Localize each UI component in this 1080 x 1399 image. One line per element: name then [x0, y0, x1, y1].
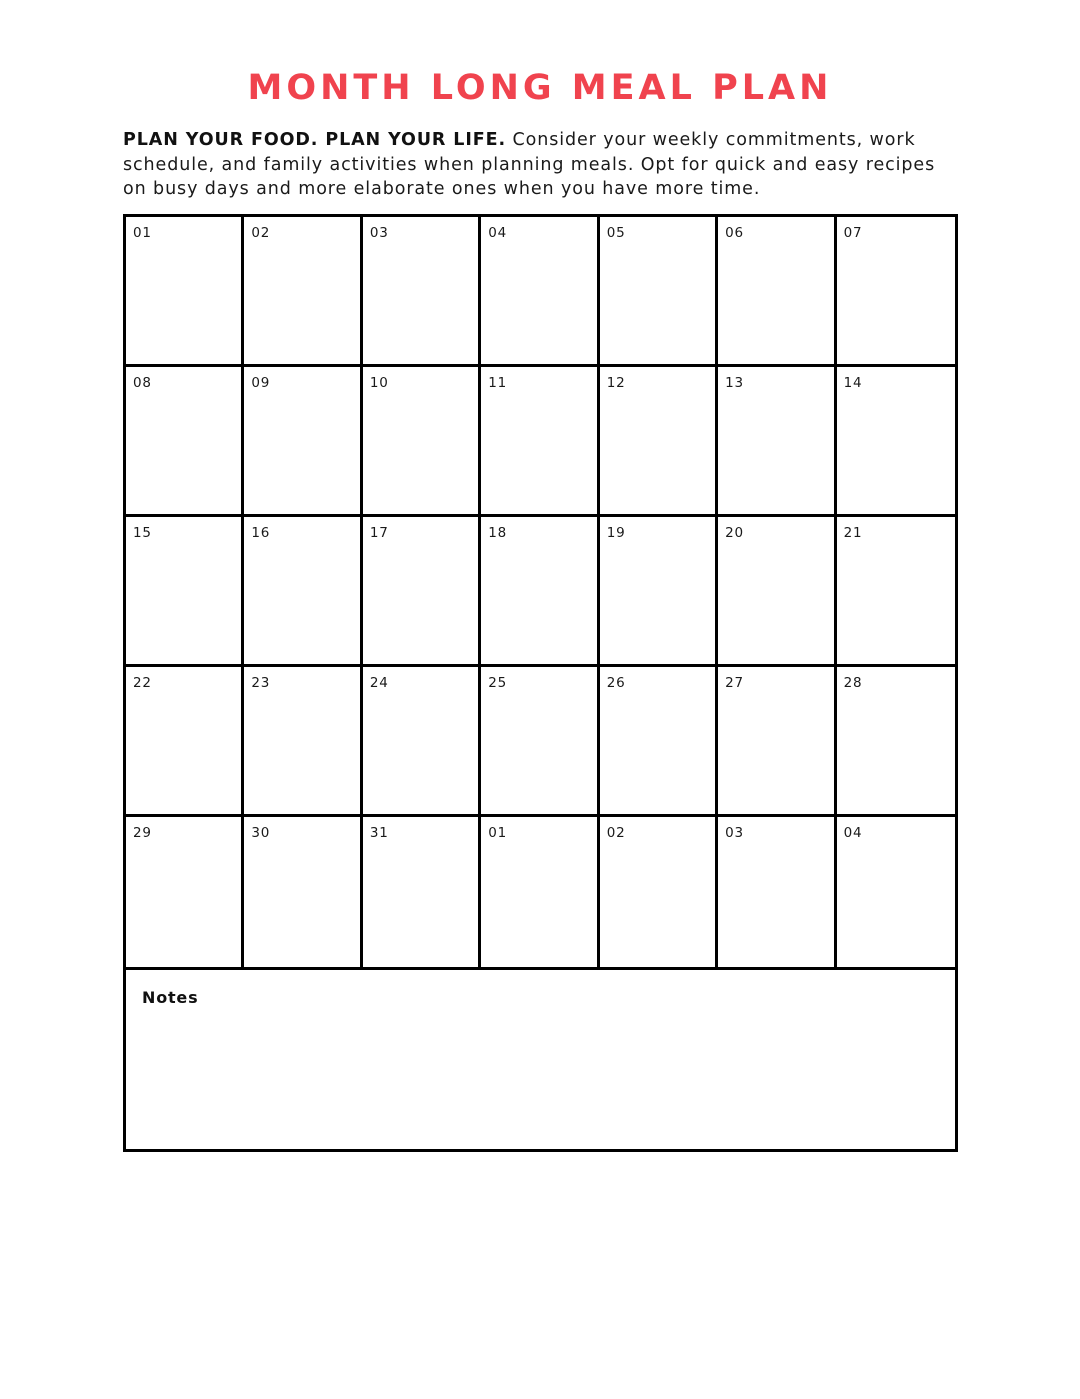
day-number: 09: [251, 375, 271, 391]
calendar-day-cell[interactable]: [837, 817, 955, 967]
intro-lead: PLAN YOUR FOOD. PLAN YOUR LIFE.: [123, 130, 507, 150]
calendar-day-cell[interactable]: [600, 217, 718, 367]
notes-box[interactable]: [123, 967, 958, 1152]
day-number: 03: [725, 825, 744, 841]
calendar-grid: [123, 214, 958, 970]
calendar-day-cell[interactable]: [481, 817, 599, 967]
day-number: 19: [606, 525, 626, 541]
day-number: 03: [369, 225, 389, 241]
calendar-day-cell[interactable]: [481, 517, 599, 667]
calendar-day-cell[interactable]: [718, 367, 836, 517]
day-number: 24: [369, 675, 389, 691]
day-number: 23: [251, 675, 271, 691]
calendar-day-cell[interactable]: [718, 817, 836, 967]
day-number: 29: [133, 825, 152, 841]
calendar-day-cell[interactable]: [126, 217, 244, 367]
intro-paragraph: [123, 128, 963, 202]
day-number: 18: [488, 525, 508, 541]
day-number: 26: [606, 675, 626, 691]
calendar-day-cell[interactable]: [837, 217, 955, 367]
calendar-day-cell[interactable]: [481, 367, 599, 517]
day-number: 31: [369, 825, 389, 841]
day-number: 07: [843, 225, 863, 241]
calendar-day-cell[interactable]: [244, 667, 362, 817]
calendar-day-cell[interactable]: [600, 517, 718, 667]
calendar-day-cell[interactable]: [126, 667, 244, 817]
day-number: 21: [843, 525, 863, 541]
calendar-day-cell[interactable]: [363, 217, 481, 367]
calendar-day-cell[interactable]: [244, 817, 362, 967]
calendar-day-cell[interactable]: [600, 667, 718, 817]
day-number: 27: [725, 675, 744, 691]
day-number: 11: [488, 375, 508, 391]
calendar-day-cell[interactable]: [363, 667, 481, 817]
day-number: 04: [843, 825, 863, 841]
calendar-day-cell[interactable]: [481, 667, 599, 817]
calendar-day-cell[interactable]: [718, 667, 836, 817]
notes-label: Notes: [142, 988, 199, 1007]
day-number: 14: [843, 375, 863, 391]
day-number: 01: [133, 225, 152, 241]
calendar-day-cell[interactable]: [600, 817, 718, 967]
day-number: 02: [606, 825, 626, 841]
day-number: 25: [488, 675, 508, 691]
day-number: 02: [251, 225, 271, 241]
calendar-day-cell[interactable]: [837, 667, 955, 817]
calendar-day-cell[interactable]: [718, 217, 836, 367]
day-number: 17: [369, 525, 389, 541]
calendar-day-cell[interactable]: [363, 367, 481, 517]
day-number: 28: [843, 675, 863, 691]
calendar-day-cell[interactable]: [481, 217, 599, 367]
calendar-day-cell[interactable]: [837, 517, 955, 667]
calendar-day-cell[interactable]: [363, 517, 481, 667]
calendar-day-cell[interactable]: [244, 217, 362, 367]
day-number: 05: [606, 225, 626, 241]
calendar-day-cell[interactable]: [126, 517, 244, 667]
day-number: 04: [488, 225, 508, 241]
calendar-day-cell[interactable]: [837, 367, 955, 517]
intro-body: Consider your weekly commitments, work schedule, and family activities when planning meals. Opt for quick and easy recipes on busy days and more elaborate ones when you have more time.: [123, 130, 936, 199]
day-number: 06: [725, 225, 744, 241]
day-number: 20: [725, 525, 744, 541]
day-number: 13: [725, 375, 744, 391]
calendar-day-cell[interactable]: [600, 367, 718, 517]
day-number: 08: [133, 375, 152, 391]
calendar-day-cell[interactable]: [244, 367, 362, 517]
day-number: 30: [251, 825, 271, 841]
day-number: 15: [133, 525, 152, 541]
calendar-day-cell[interactable]: [363, 817, 481, 967]
calendar-day-cell[interactable]: [126, 817, 244, 967]
calendar-day-cell[interactable]: [718, 517, 836, 667]
day-number: 16: [251, 525, 271, 541]
calendar-day-cell[interactable]: [244, 517, 362, 667]
day-number: 01: [488, 825, 508, 841]
page-title: MONTH LONG MEAL PLAN: [247, 68, 833, 108]
day-number: 12: [606, 375, 626, 391]
calendar-day-cell[interactable]: [126, 367, 244, 517]
day-number: 22: [133, 675, 152, 691]
day-number: 10: [369, 375, 389, 391]
